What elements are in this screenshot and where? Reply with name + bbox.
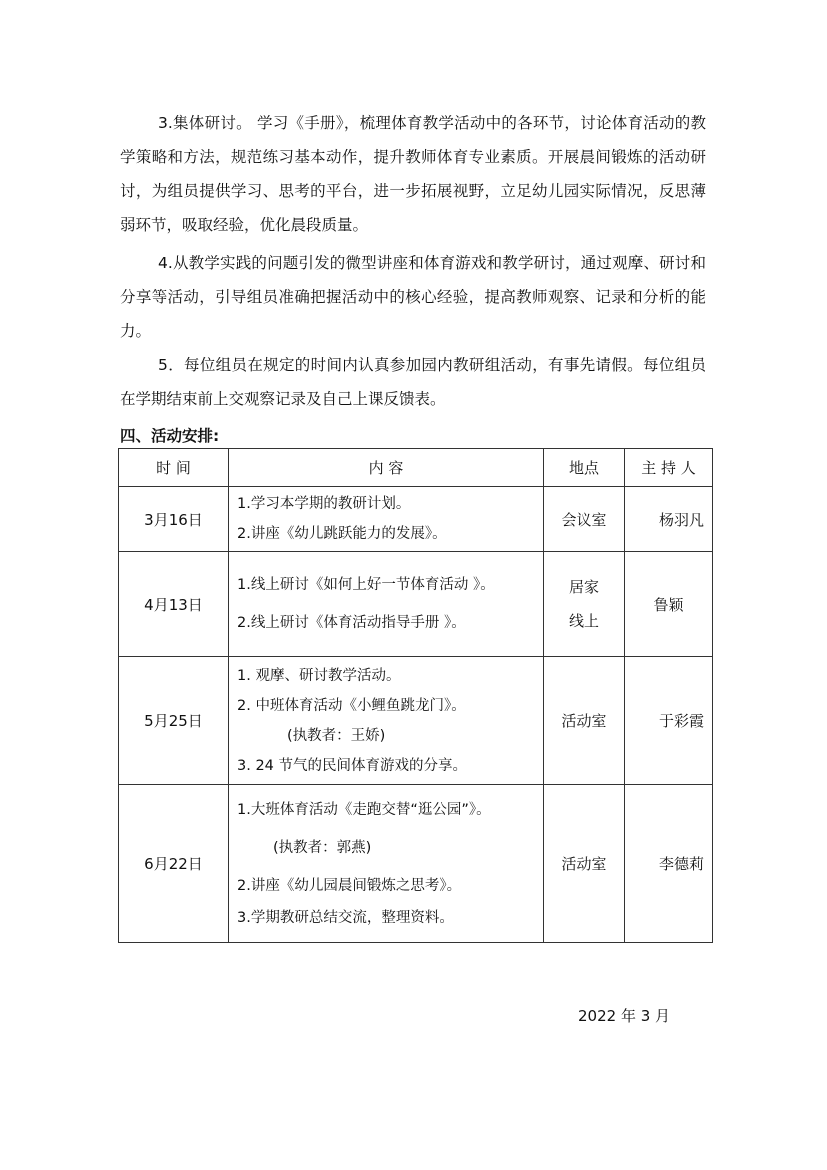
header-host: 主 持 人 <box>625 449 713 487</box>
row-time: 6月22日 <box>119 785 229 943</box>
content-line: (执教者：郭燕) <box>273 839 372 856</box>
table-row <box>119 657 713 785</box>
row-host: 鲁颖 <box>625 552 713 657</box>
row-content <box>229 657 544 785</box>
header-time: 时 间 <box>119 449 229 487</box>
content-line: 3.学期教研总结交流，整理资料。 <box>237 909 454 926</box>
row-place: 活动室 <box>544 785 625 943</box>
paragraph-4: 4.从教学实践的问题引发的微型讲座和体育游戏和教学研讨，通过观摩、研讨和分享等活动，引导组员准确把握活动中的核心经验，提高教师观察、记录和分析的能力。 <box>120 254 706 340</box>
content-line: 2.线上研讨《体育活动指导手册 》。 <box>237 615 466 631</box>
table-row <box>119 785 713 943</box>
row-time: 5月25日 <box>119 657 229 785</box>
paragraph-3: 3.集体研讨。 学习《手册》，梳理体育教学活动中的各环节，讨论体育活动的教学策略和方法，规范练习基本动作，提升教师体育专业素质。开展晨间锻炼的活动研讨，为组员提供学习、思考的平台，进一步拓展视野，立足幼儿园实际情况，反思薄弱环节，吸取经验，优化晨段质量。 <box>120 114 706 234</box>
row-content <box>229 487 544 552</box>
place-line: 线上 <box>568 612 599 630</box>
table-row <box>119 552 713 657</box>
paragraph-5: 5．每位组员在规定的时间内认真参加园内教研组活动，有事先请假。每位组员在学期结束前上交观察记录及自己上课反馈表。 <box>120 356 706 408</box>
document-date: 2022 年 3 月 <box>578 1007 671 1025</box>
row-host: 杨羽凡 <box>625 487 713 552</box>
content-line: (执教者：王娇) <box>287 727 386 744</box>
row-place: 会议室 <box>544 487 625 552</box>
row-place: 活动室 <box>544 657 625 785</box>
content-line: 1. 观摩、研讨教学活动。 <box>237 667 401 684</box>
row-content <box>229 552 544 657</box>
row-content <box>229 785 544 943</box>
header-place: 地点 <box>544 449 625 487</box>
place-line: 居家 <box>568 578 599 596</box>
content-line: 1.学习本学期的教研计划。 <box>237 496 411 512</box>
section-heading: 四、活动安排: <box>120 427 220 445</box>
row-time: 4月13日 <box>119 552 229 657</box>
row-host: 李德莉 <box>625 785 713 943</box>
content-line: 2. 中班体育活动《小鲤鱼跳龙门》。 <box>237 697 466 714</box>
content-line: 3. 24 节气的民间体育游戏的分享。 <box>237 757 468 774</box>
schedule-table <box>118 448 713 943</box>
table-row <box>119 487 713 552</box>
row-time: 3月16日 <box>119 487 229 552</box>
row-place <box>544 552 625 657</box>
content-line: 2.讲座《幼儿跳跃能力的发展》。 <box>237 526 447 542</box>
header-content: 内 容 <box>229 449 544 487</box>
content-line: 2.讲座《幼儿园晨间锻炼之思考》。 <box>237 877 462 894</box>
content-line: 1.大班体育活动《走跑交替“逛公园”》。 <box>237 801 491 818</box>
table-header-row <box>119 449 713 487</box>
content-line: 1.线上研讨《如何上好一节体育活动 》。 <box>237 577 495 593</box>
row-host: 于彩霞 <box>625 657 713 785</box>
